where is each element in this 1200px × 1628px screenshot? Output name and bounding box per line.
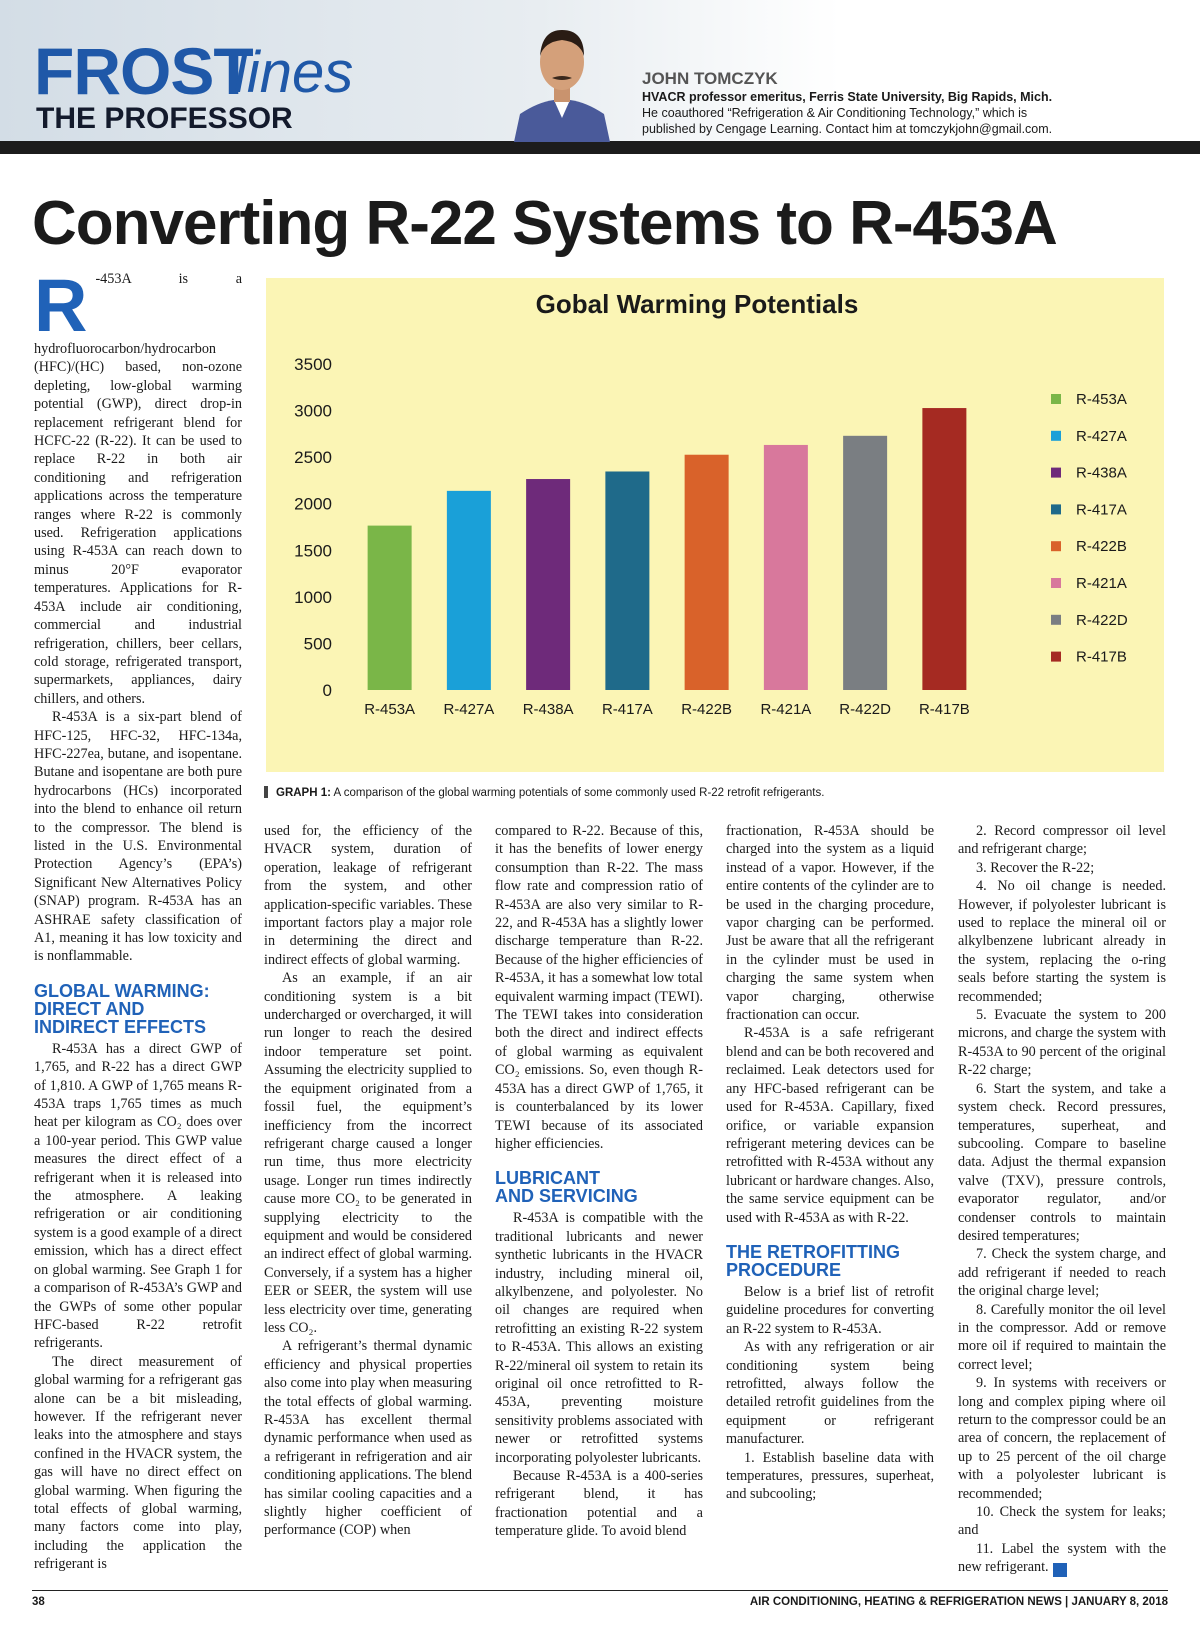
legend-label: R-427A [1076, 427, 1127, 445]
chart-caption [264, 786, 824, 799]
bar-r-417a [605, 471, 649, 690]
paragraph: compared to R-22. Because of this, it has the benefits of lower energy consumption than R-22. The mass flow rate and compression ratio of R-453A are also very similar to R-22, and R-453A has a slightly lower discharge temperature than R-22. Because of the higher efficiencies of R-453A, it has a somewhat low total equivalent warming impact (TEWI). The TEWI takes into consideration both the direct and indirect effects of global warming as equivalent CO₂ emissions. So, even though R-453A has a direct GWP of 1,765, it is counterbalanced by its lower TEWI because of its associated higher efficiencies. [495, 823, 703, 1152]
y-tick-label: 3500 [294, 355, 332, 374]
header-rule [0, 141, 1200, 154]
legend-label: R-417B [1076, 648, 1127, 666]
dropcap: R [34, 264, 88, 347]
footer-rule [32, 1590, 1168, 1591]
x-tick-label: R-438A [522, 701, 574, 718]
bar-r-422b [685, 455, 729, 690]
legend-swatch [1051, 431, 1061, 441]
bar-r-427a [447, 491, 491, 690]
legend-label: R-438A [1076, 464, 1127, 482]
paragraph: Below is a brief list of retrofit guideline procedures for converting an R-22 system to R-453A. [726, 1283, 934, 1337]
paragraph: As an example, if an air conditioning system is a bit undercharged or overcharged, it will run longer to reach the desired indoor temperature set point. Assuming the electricity supplied to the equipment originated from a fossil fuel, the equipment’s inefficiency from the incorrect refrigerant charge caused a longer run time, thus more electricity usage. Longer run times indirectly cause more CO₂ to be generated in supplying electricity to the equipment and would be considered an indirect effect of global warming. Conversely, if a system has a higher EER or SEER, the system will use less electricity over time, generating less CO₂. [264, 970, 472, 1336]
bar-r-421a [764, 445, 808, 690]
x-tick-label: R-417B [918, 701, 970, 718]
legend-label: R-422D [1076, 611, 1128, 629]
bar-r-453a [368, 526, 412, 690]
paragraph: As with any refrigeration or air conditioning system being retrofitted, always follow the detailed retrofit guidelines from the equipment or refrigerant manufacturer. [726, 1339, 934, 1448]
section-heading-retrofitting: THE RETROFITTING PROCEDURE [726, 1241, 900, 1280]
list-item: 8. Carefully monitor the oil level in the compressor. Add or remove more oil if required to maintain the correct level; [958, 1301, 1166, 1373]
author-info [642, 89, 1052, 137]
paragraph: A refrigerant’s thermal dynamic efficiency and physical properties also come into play when measuring the total effects of global warming. R-453A has excellent thermal dynamic performance when used as a refrigerant in refrigeration and air conditioning applications. The blend has similar cooling capacities and a slightly higher coefficient of performance (COP) when [264, 1338, 472, 1539]
chart-svg [266, 278, 1164, 772]
section-heading-lubricant: LUBRICANT AND SERVICING [495, 1168, 638, 1207]
legend-label: R-417A [1076, 501, 1127, 519]
author-name: JOHN TOMCZYK [642, 69, 778, 88]
paragraph: used for, the efficiency of the HVACR system, duration of operation, leakage of refrigerant from the system, and other application-specific variables. These important factors play a major role in determining the direct and indirect effects of global warming. [264, 823, 472, 968]
paragraph: R-453A has a direct GWP of 1,765, and R-22 has a direct GWP of 1,810. A GWP of 1,765 means R-453A traps 1,765 times as much heat per kilogram as CO₂ does over a 100-year period. This GWP value measures the direct effect of a refrigerant when it is released into the atmosphere. A leaking refrigeration or air conditioning system is a good example of a direct emission, which has a direct effect on global warming. See Graph 1 for a comparison of R-453A’s GWP and the GWPs of some other popular HFC-based R-22 retrofit refrigerants. [34, 1040, 242, 1352]
author-photo [514, 22, 610, 142]
x-tick-label: R-417A [601, 701, 653, 718]
caption-marker [264, 786, 268, 798]
legend-label: R-422B [1076, 538, 1127, 556]
bar-r-422d [843, 436, 887, 690]
legend-swatch [1051, 394, 1061, 404]
logo-subtitle: THE PROFESSOR [36, 102, 293, 135]
caption-label: GRAPH 1: [276, 787, 331, 799]
logo-lines: lines [234, 40, 354, 105]
section-heading-global-warming: GLOBAL WARMING: DIRECT AND INDIRECT EFFECTS [34, 980, 210, 1037]
legend-swatch [1051, 541, 1061, 551]
column-5 [958, 822, 1166, 1577]
y-tick-label: 3000 [294, 401, 332, 421]
article-title: Converting R-22 Systems to R-453A [32, 189, 1057, 258]
column-4 [726, 822, 934, 1504]
x-tick-label: R-453A [364, 701, 416, 718]
chart-title: Gobal Warming Potentials [535, 289, 859, 319]
author-title: HVACR professor emeritus, Ferris State University, Big Rapids, Mich. [642, 90, 1053, 104]
column-2 [264, 822, 472, 1540]
legend-swatch [1051, 652, 1061, 662]
paragraph: Because R-453A is a 400-series refrigerant blend, it has fractionation potential and a temperature glide. To avoid blend [495, 1468, 703, 1540]
publication-info: AIR CONDITIONING, HEATING & REFRIGERATION NEWS | JANUARY 8, 2018 [749, 1596, 1168, 1608]
bar-r-438a [526, 479, 570, 690]
paragraph: fractionation, R-453A should be charged into the system as a liquid instead of a vapor. However, if the entire contents of the cylinder are to be used in the charging procedure, vapor charging can be performed. Just be aware that all the refrigerant in the cylinder must be used in charging the same system when vapor charging, otherwise fractionation can occur. [726, 823, 934, 1024]
legend-label: R-453A [1076, 391, 1127, 408]
legend-swatch [1051, 615, 1061, 625]
legend-swatch [1051, 468, 1061, 478]
bar-r-417b [922, 408, 966, 690]
list-item: 2. Record compressor oil level and refrigerant charge; [958, 823, 1166, 858]
y-tick-label: 2000 [294, 494, 332, 514]
legend-swatch [1051, 578, 1061, 588]
y-tick-label: 2500 [294, 448, 332, 468]
list-item [958, 1540, 1166, 1577]
paragraph: R-453A is a six-part blend of HFC-125, HFC-32, HFC-134a, HFC-227ea, butane, and isopentane. Butane and isopentane are both pure hydrocarbons (HCs) incorporated into the blend to enhance oil return to the compressor. The blend is listed in the U.S. Environmental Protection Agency’s (EPA’s) Significant New Alternatives Policy (SNAP) program. R-453A has an ASHRAE safety classification of A1, meaning it has low toxicity and is nonflammable. [34, 709, 242, 965]
list-item: 10. Check the system for leaks; and [958, 1504, 1166, 1539]
list-item: 1. Establish baseline data with temperatures, pressures, superheat, and subcooling; [726, 1449, 934, 1503]
x-tick-label: R-422B [681, 701, 733, 718]
paragraph: The direct measurement of global warming for a refrigerant gas alone can be a bit misleading, however. If the refrigerant never leaks into the atmosphere and stays confined in the HVACR system, the gas will have no direct effect on global warming. When figuring the total effects of global warming, many factors come into play, including the application the refrigerant is [34, 1353, 242, 1573]
end-mark-icon: N [1053, 1563, 1067, 1577]
list-item: 9. In systems with receivers or long and complex piping where oil return to the compressor could be an area of concern, the replacement of up to 25 percent of the oil charge with a polyolester lubricant is recommended; [958, 1375, 1166, 1502]
list-item: 3. Recover the R-22; [976, 859, 1095, 876]
y-tick-label: 500 [303, 634, 332, 654]
column-1 [34, 264, 242, 1574]
paragraph: R-453A is a safe refrigerant blend and can be both recovered and reclaimed. Leak detectors used for any HFC-based refrigerant can be used for R-453A. Capillary, fixed orifice, or variable expansion refrigerant metering devices can be retrofitted with R-453A without any lubricant or hardware changes. Also, the same service equipment can be used with R-453A as with R-22. [726, 1025, 935, 1226]
list-item: 6. Start the system, and take a system check. Record pressures, temperatures, superheat, and subcooling. Compare to baseline data. Adjust the thermal expansion valve (TXV), pressure controls, evaporator regulator, and/or condenser controls to maintain desired temperatures; [958, 1080, 1166, 1244]
list-item: 7. Check the system charge, and add refrigerant if needed to reach the original charge level; [958, 1246, 1166, 1300]
y-tick-label: 1000 [294, 587, 332, 607]
x-tick-label: R-422D [839, 701, 891, 718]
chart-gwp [266, 278, 1164, 772]
column-3 [495, 822, 703, 1541]
x-tick-label: R-427A [443, 701, 495, 718]
logo-frost: FROST [34, 34, 253, 108]
author-bio-2: published by Cengage Learning. Contact him at tomczykjohn@gmail.com. [642, 122, 1053, 136]
list-item: 5. Evacuate the system to 200 microns, and charge the system with R-453A to 90 percent of the original R-22 charge; [958, 1007, 1166, 1079]
list-item: 4. No oil change is needed. However, if polyolester lubricant is used to replace the mineral oil or alkylbenzene lubricant already in the system, replacing the o-ring seals before starting the system is recommended; [958, 878, 1166, 1005]
page-number: 38 [32, 1596, 45, 1608]
list-item-text: 11. Label the system with the new refrigerant. [958, 1540, 1166, 1576]
author-bio-1: He coauthored “Refrigeration & Air Conditioning Technology,” which is [642, 106, 1028, 120]
legend-swatch [1051, 504, 1061, 514]
paragraph: R-453A is compatible with the traditional lubricants and newer synthetic lubricants in the HVACR industry, including mineral oil, alkylbenzene, and polyolester. No oil changes are required when retrofitting an existing R-22 system to R-453A. This allows an existing R-22/mineral oil system to retain its original oil once retrofitted to R-453A, preventing moisture sensitivity problems associated with newer or retrofitted systems incorporating polyolester lubricants. [495, 1210, 703, 1466]
y-tick-label: 0 [322, 681, 332, 700]
paragraph: -453A is a hydrofluorocarbon/hydrocarbon (HFC)/(HC) based, non-ozone depleting, low-global warming potential (GWP), direct drop-in replacement refrigerant blend for HCFC-22 (R-22). It can be used to replace R-22 in both air conditioning and refrigeration applications across the temperature ranges where R-22 is commonly used. Refrigeration applications using R-453A can reach down to minus 20°F evaporator temperatures. Applications for R-453A include air conditioning, commercial and industrial refrigeration, chillers, beer cellars, cold storage, refrigerated transport, supermarkets, appliances, dairy chillers, and others. [34, 271, 242, 707]
legend-label: R-421A [1076, 575, 1127, 592]
y-tick-label: 1500 [294, 541, 332, 561]
caption-text: A comparison of the global warming potentials of some commonly used R-22 retrofit refrigerants. [333, 787, 825, 799]
x-tick-label: R-421A [760, 701, 812, 718]
